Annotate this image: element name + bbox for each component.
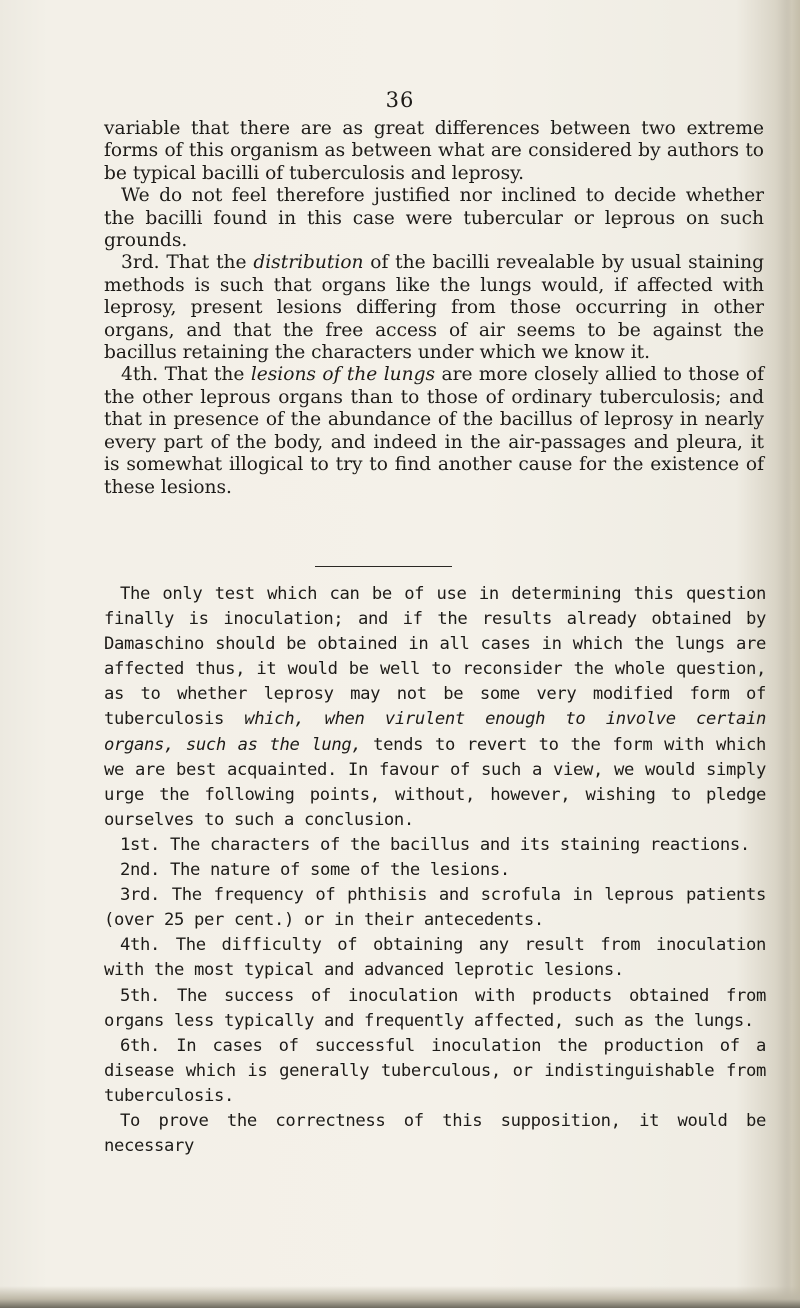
page-number: 36 (385, 88, 415, 112)
list-item: 2nd. The nature of some of the lesions. (120, 860, 510, 881)
paragraph-third-point (104, 252, 764, 364)
paragraph-not-justified: We do not feel therefore justified nor inclined to decide whether the bacilli found in this case were tubercular or leprous on such grounds. (104, 185, 764, 252)
third-point-body: of the bacilli revealable by usual staining methods is such that organs like the lungs would, if affected with leprosy, present lesions differing from those occurring in other organs, and that the free access of air seems to be against the bacillus retaining the characters under which we know it. (104, 252, 764, 364)
fourth-point-lead: 4th. That the (121, 364, 251, 386)
inoculation-lead: The only test which can be of use in determining this question finally is inoculation; and if the results already obtained by Damaschino should be obtained in all cases in which the lungs are affected thus, it would be well to reconsider the whole question, as to whether leprosy may not be some very modified form of tuberculosis (104, 584, 766, 730)
list-item: 1st. The characters of the bacillus and its staining reactions. (120, 834, 750, 855)
list-item: 4th. The difficulty of obtaining any result from inoculation with the most typical and advanced leprotic lesions. (104, 935, 766, 981)
fourth-point-body: are more closely allied to those of the other leprous organs than to those of ordinary tuberculosis; and that in presence of the abundance of the bacillus of leprosy in nearly every part of the body, and indeed in the air-passages and pleura, it is somewhat illogical to try to find another cause for the existence of these lesions. (104, 364, 764, 498)
list-item: 6th. In cases of successful inoculation the production of a disease which is generally tuberculous, or indistinguishable from tuberculosis. (104, 1035, 766, 1106)
paragraph-continuation: variable that there are as great differences between two extreme forms of this organism as between what are considered by authors to be typical bacilli of tuberculosis and leprosy. (104, 118, 764, 184)
section-divider (315, 566, 452, 567)
top-text-block (104, 118, 764, 499)
page-edge-shadow (786, 0, 800, 1308)
list-item: 5th. The success of inoculation with products obtained from organs less typically and frequently affected, such as the lungs. (104, 985, 766, 1031)
inoculation-emphasis: which, when virulent enough to involve certain organs, such as the lung, (104, 709, 766, 755)
third-point-emphasis: distribution (253, 252, 364, 274)
bottom-text-block (104, 582, 766, 1159)
paragraph-fourth-point (104, 364, 764, 498)
paragraph-inoculation-test (104, 582, 766, 833)
closing-paragraph: To prove the correctness of this supposition, it would be necessary (104, 1110, 766, 1157)
third-point-lead: 3rd. That the (121, 252, 254, 274)
inoculation-body: tends to revert to the form with which we are best acquainted. In favour of such a view, we would simply urge the following points, without, however, wishing to pledge ourselves to such a conclusion. (104, 734, 766, 830)
page-bottom-shadow (0, 1286, 800, 1308)
list-item: 3rd. The frequency of phthisis and scrofula in leprous patients (over 25 per cent.) or in their antecedents. (104, 885, 766, 931)
fourth-point-emphasis: lesions of the lungs (250, 364, 436, 386)
